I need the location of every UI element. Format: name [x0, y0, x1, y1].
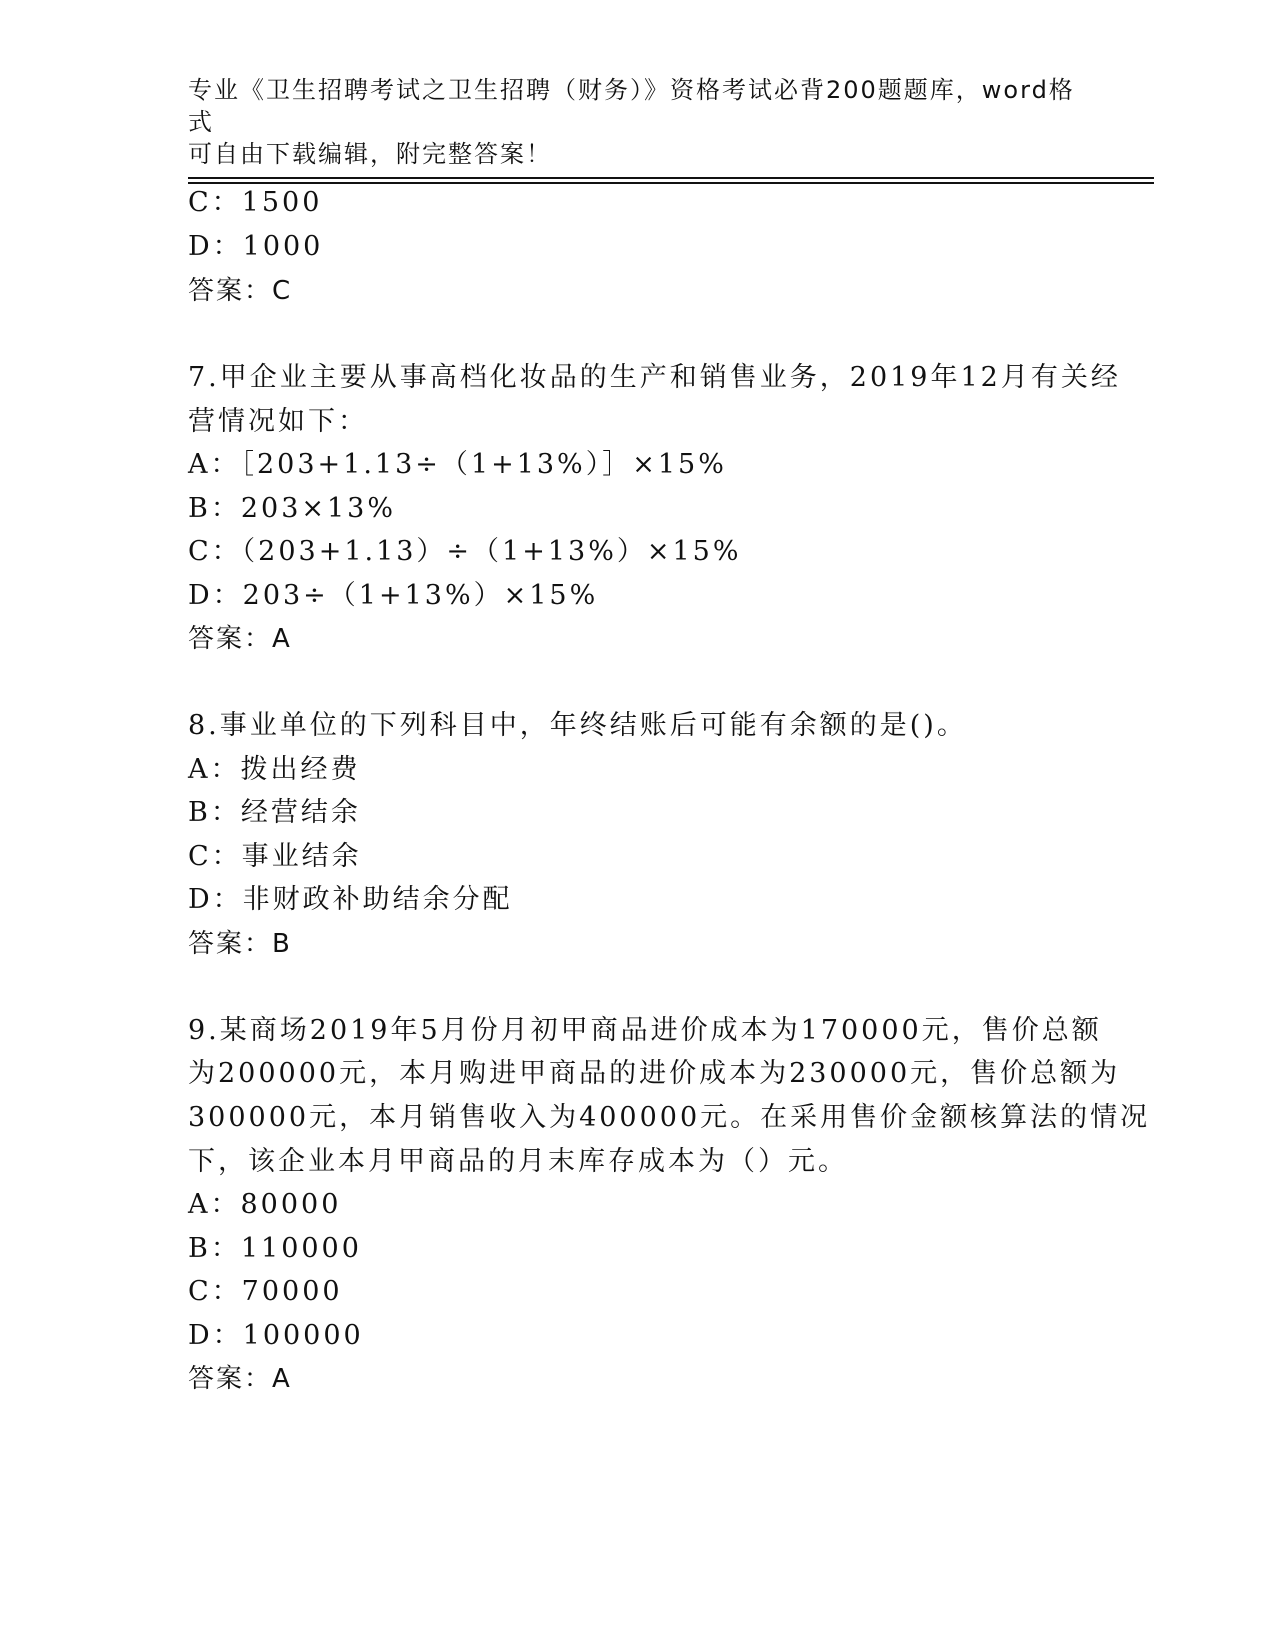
- q9-stem-line-3: 300000元，本月销售收入为400000元。在采用售价金额核算法的情况: [188, 1102, 1151, 1133]
- q6-option-c: C：1500: [188, 187, 323, 218]
- q7-option-a: A：［203+1.13÷（1+13%）］×15%: [188, 449, 727, 480]
- q7-stem-line-2: 营情况如下：: [188, 406, 368, 437]
- q8-option-d: D：非财政补助结余分配: [188, 884, 513, 915]
- q9-stem-line-1: 9.某商场2019年5月份月初甲商品进价成本为170000元，售价总额: [188, 1015, 1102, 1046]
- q9-option-c: C：70000: [188, 1276, 343, 1307]
- q9-option-a: A：80000: [188, 1189, 342, 1220]
- q7-answer: 答案：A: [188, 624, 292, 654]
- q8-stem: 8.事业单位的下列科目中，年终结账后可能有余额的是()。: [188, 710, 967, 741]
- q9-option-d: D：100000: [188, 1320, 364, 1351]
- q8-option-c: C：事业结余: [188, 841, 362, 872]
- q8-answer: 答案：B: [188, 929, 292, 959]
- header-line-1: 专业《卫生招聘考试之卫生招聘（财务）》资格考试必背200题题库，word格式: [188, 76, 1075, 136]
- q7-stem-line-1: 7.甲企业主要从事高档化妆品的生产和销售业务，2019年12月有关经: [188, 362, 1121, 393]
- document-header: [188, 74, 1078, 170]
- q9-stem-line-4: 下，该企业本月甲商品的月末库存成本为（）元。: [188, 1146, 848, 1177]
- q9-option-b: B：110000: [188, 1233, 362, 1264]
- q6-answer: 答案：C: [188, 276, 293, 306]
- q7-option-b: B：203×13%: [188, 493, 397, 524]
- q7-option-c: C：（203+1.13）÷（1+13%）×15%: [188, 536, 742, 567]
- header-line-2: 可自由下载编辑，附完整答案！: [188, 140, 552, 168]
- q9-stem-line-2: 为200000元，本月购进甲商品的进价成本为230000元，售价总额为: [188, 1058, 1121, 1089]
- q9-answer: 答案：A: [188, 1364, 292, 1394]
- q8-option-a: A：拨出经费: [188, 754, 361, 785]
- header-divider-top: [188, 177, 1154, 179]
- q7-option-d: D：203÷（1+13%）×15%: [188, 580, 599, 611]
- q6-option-d: D：1000: [188, 231, 324, 262]
- q8-option-b: B：经营结余: [188, 797, 361, 828]
- header-divider-bottom: [188, 182, 1154, 184]
